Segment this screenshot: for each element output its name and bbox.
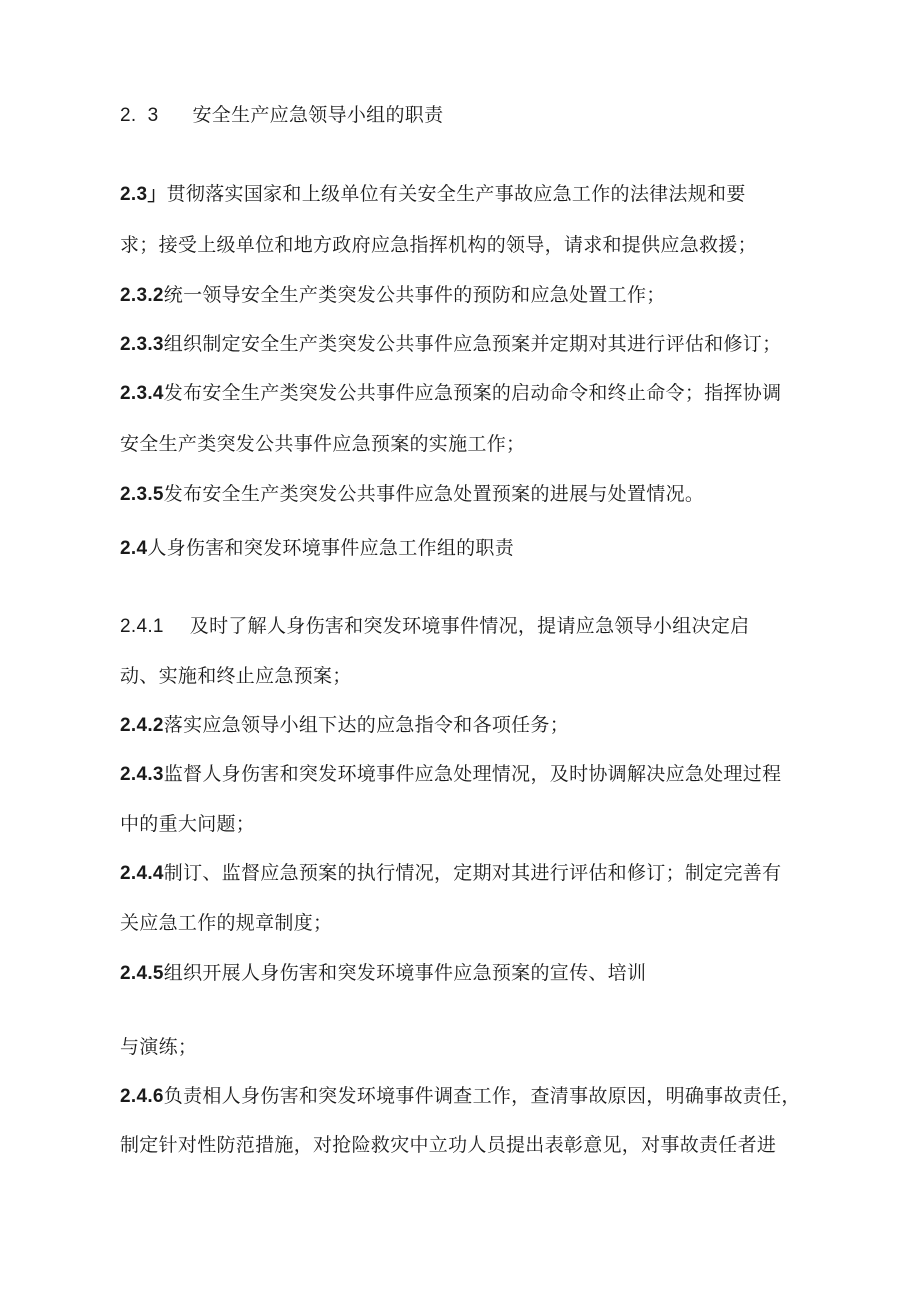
paragraph-line <box>120 1035 197 1059</box>
paragraph-line <box>120 713 569 738</box>
item-text: 组织制定安全生产类突发公共事件应急预案并定期对其进行评估和修订； <box>163 333 782 355</box>
section-title: 人身伤害和突发环境事件应急工作组的职责 <box>147 537 515 559</box>
section-number: 2. 3 <box>120 105 159 126</box>
item-text: 制定针对性防范措施，对抢险救灾中立功人员提出表彰意见，对事故责任者进 <box>120 1134 777 1156</box>
paragraph-line <box>120 812 255 836</box>
section-title: 安全生产应急领导小组的职责 <box>192 104 444 126</box>
paragraph-line <box>120 961 646 986</box>
paragraph-line <box>120 381 781 406</box>
paragraph-line <box>120 233 757 257</box>
item-text: 求；接受上级单位和地方政府应急指挥机构的领导，请求和提供应急救援； <box>120 234 757 256</box>
item-text: 落实应急领导小组下达的应急指令和各项任务； <box>163 714 570 736</box>
section-heading-2-3 <box>120 103 443 128</box>
paragraph-line <box>120 861 781 886</box>
item-number: 2.4.6 <box>120 1086 164 1107</box>
item-number: 2.4.3 <box>120 764 164 785</box>
item-text: 动、实施和终止应急预案； <box>120 665 352 687</box>
paragraph-line <box>120 432 525 456</box>
paragraph-line <box>120 332 781 357</box>
item-number: 2.4.1 <box>120 616 164 637</box>
item-text: 与演练； <box>120 1036 198 1058</box>
paragraph-line <box>120 614 749 639</box>
paragraph-line <box>120 182 746 207</box>
item-text: 中的重大问题； <box>120 813 256 835</box>
item-text: 负责相人身伤害和突发环境事件调查工作，查清事故原因，明确事故责任， <box>163 1085 801 1107</box>
item-number: 2.4.2 <box>120 715 164 736</box>
item-number: 2.3.5 <box>120 484 164 505</box>
item-text: 安全生产类突发公共事件应急预案的实施工作； <box>120 433 526 455</box>
item-text: 贯彻落实国家和上级单位有关安全生产事故应急工作的法律法规和要 <box>166 183 746 205</box>
section-heading-2-4 <box>120 536 514 561</box>
item-text: 制订、监督应急预案的执行情况，定期对其进行评估和修订；制定完善有 <box>163 862 782 884</box>
item-number: 2.3.3 <box>120 334 164 355</box>
paragraph-line <box>120 283 666 308</box>
item-number: 2.3」 <box>120 184 167 205</box>
item-text: 统一领导安全生产类突发公共事件的预防和应急处置工作； <box>163 284 666 306</box>
item-text: 监督人身伤害和突发环境事件应急处理情况，及时协调解决应急处理过程 <box>163 763 782 785</box>
paragraph-line <box>120 664 352 688</box>
paragraph-line <box>120 482 704 507</box>
section-number: 2.4 <box>120 538 148 559</box>
item-text: 关应急工作的规章制度； <box>120 912 333 934</box>
paragraph-line <box>120 762 781 787</box>
paragraph-line <box>120 911 332 935</box>
item-text: 组织开展人身伤害和突发环境事件应急预案的宣传、培训 <box>163 962 647 984</box>
item-number: 2.4.4 <box>120 863 164 884</box>
item-number: 2.4.5 <box>120 963 164 984</box>
item-text: 发布安全生产类突发公共事件应急处置预案的进展与处置情况。 <box>163 483 705 505</box>
item-text: 及时了解人身伤害和突发环境事件情况，提请应急领导小组决定启 <box>189 615 750 637</box>
paragraph-line <box>120 1133 776 1157</box>
item-number: 2.3.4 <box>120 383 164 404</box>
item-number: 2.3.2 <box>120 285 164 306</box>
paragraph-line <box>120 1084 801 1109</box>
item-text: 发布安全生产类突发公共事件应急预案的启动命令和终止命令；指挥协调 <box>163 382 782 404</box>
